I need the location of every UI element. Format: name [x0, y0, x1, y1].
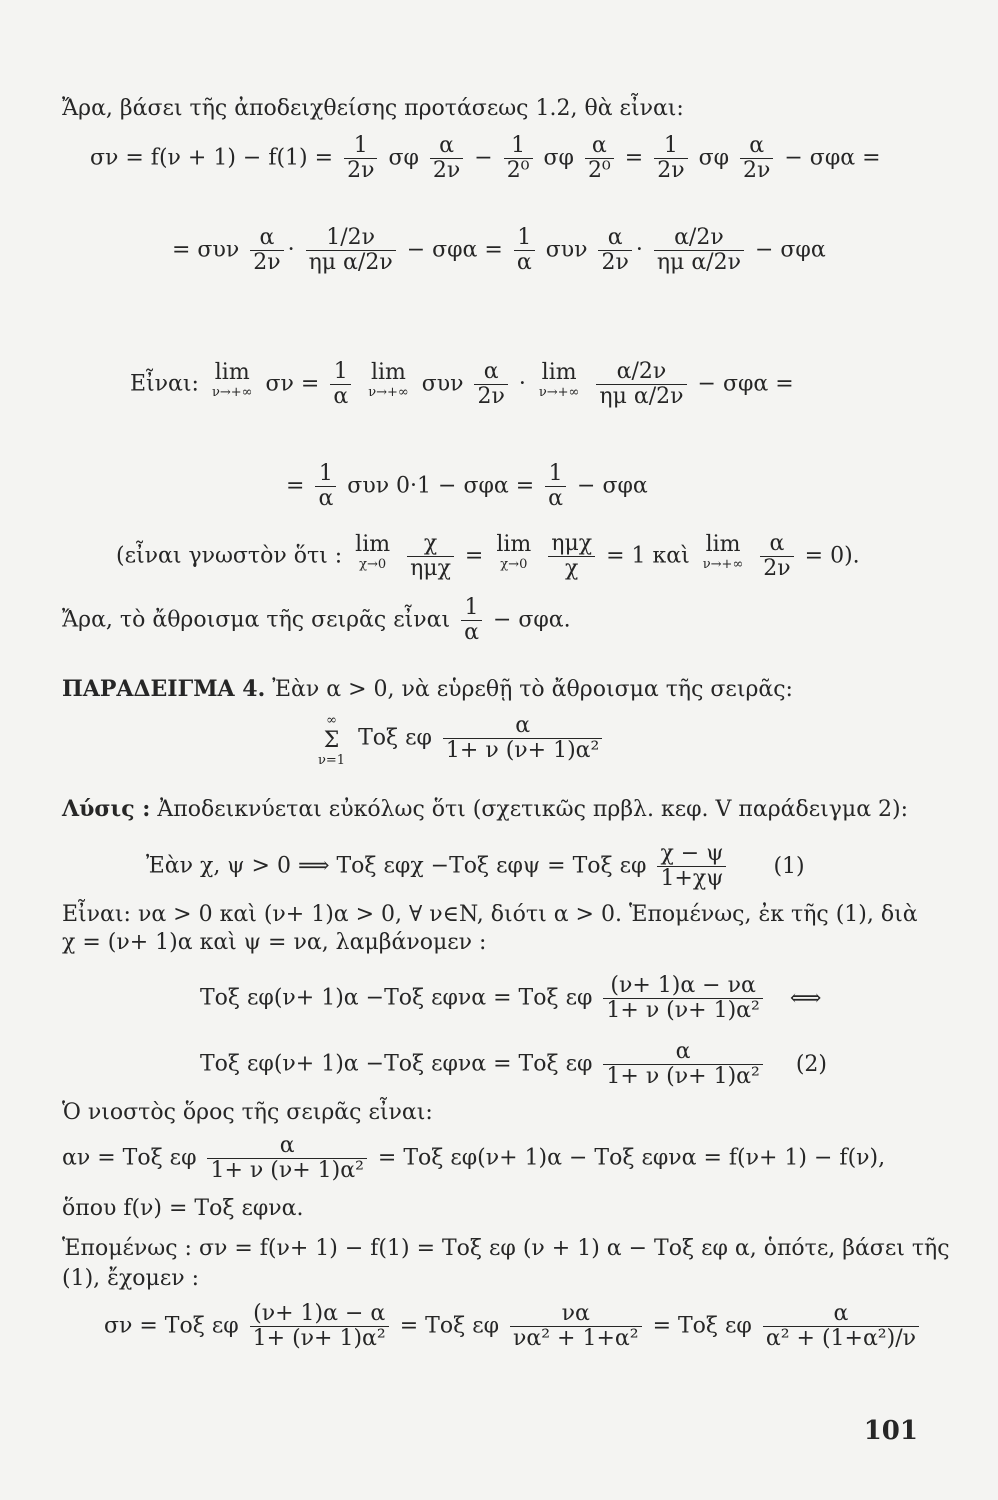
fraction: $\frac{\alpha}{2\nu}$ — [474, 360, 507, 409]
fraction: $\frac{\alpha}{2\nu}$ — [598, 226, 631, 275]
eq-text: · — [518, 371, 526, 397]
sum-result-line — [62, 596, 571, 645]
equation-tag: (1) — [773, 853, 805, 879]
eq-text: − — [474, 145, 493, 171]
eq-text: σφ — [388, 145, 419, 171]
eq-text: σν = Τοξ εφ — [104, 1313, 239, 1339]
fraction: $\frac{1}{2\nu}$ — [654, 134, 687, 183]
limit: lim χ→0 — [355, 532, 391, 572]
page-number: 101 — [863, 1416, 918, 1446]
cos-equation-line: = συν $\frac{\alpha}{2\nu}$ · $\frac{1/2\nu}{\text{ημ α/2ν}}$ − σφα = $\frac{1}{\alpha}$ συν $\frac{\alpha}{2\nu}$ · $\frac{\alpha/2\nu}{\text{ημ α/2ν}}$ − σφα — [172, 225, 826, 275]
fraction: $\frac{\alpha}{\text{1+ ν (ν+ 1)α²}}$ — [603, 1040, 762, 1089]
eq-text: = 1 καὶ — [606, 543, 690, 569]
fraction: $\frac{1}{\alpha}$ — [514, 226, 535, 275]
eq-text: Εἶναι: — [130, 371, 199, 397]
eq-text: Ἄρα, τὸ ἄθροισμα τῆς σειρᾶς εἶναι — [62, 607, 451, 633]
fraction: $\frac{\alpha/2\nu}{\text{ημ α/2ν}}$ — [654, 226, 744, 275]
known-limits-line — [116, 532, 860, 581]
solution-text: Ἀποδεικνύεται εὐκόλως ὅτι (σχετικῶς πρβλ. κεφ. V παράδειγμα 2): — [157, 797, 909, 822]
eq-text: − σφα — [754, 237, 826, 263]
eq-text: = Τοξ εφ — [652, 1313, 752, 1339]
fraction: $\frac{\text{ημχ}}{\chi}$ — [548, 532, 595, 581]
eq-text: (εἶναι γνωστὸν ὅτι : — [116, 543, 343, 569]
eq-text: συν 0·1 − σφα = — [347, 473, 535, 499]
eq-text: αν = Τοξ εφ — [62, 1145, 197, 1171]
summation: ∞ Σ ν=1 — [318, 713, 346, 768]
example-heading — [62, 676, 793, 703]
fraction: $\frac{\alpha}{\text{2⁰}}$ — [585, 134, 614, 183]
fraction: $\frac{\alpha/2\nu}{\text{ημ α/2ν}}$ — [596, 360, 686, 409]
eq-text: συν — [421, 371, 464, 397]
equation-3 — [200, 1040, 827, 1089]
fraction: $\frac{1}{2\nu}$ — [344, 134, 377, 183]
limit: lim ν→+∞ — [702, 532, 744, 572]
eq-text: σν = f(ν + 1) − f(1) = — [90, 145, 334, 171]
intro-line: Ἄρα, βάσει τῆς ἀποδειχθείσης προτάσεως 1.2, θὰ εἶναι: — [62, 96, 684, 121]
fraction: $\frac{\alpha}{\text{α² + (1+α²)/ν}}$ — [763, 1302, 919, 1351]
fraction: $\frac{1}{\alpha}$ — [461, 596, 482, 645]
eq-text: = — [624, 145, 644, 171]
eq-text: − σφα = — [784, 145, 881, 171]
limit: lim ν→+∞ — [368, 360, 409, 400]
equation-tag: (2) — [795, 1051, 827, 1077]
limit: lim ν→+∞ — [211, 360, 253, 400]
fraction: $\frac{\alpha}{\text{1+ ν (ν+ 1)α²}}$ — [443, 714, 602, 763]
eq-text: σφ — [543, 145, 574, 171]
text-line: ὅπου f(ν) = Τοξ εφνα. — [62, 1196, 304, 1221]
example-title: ΠΑΡΑΔΕΙΓΜΑ 4. — [62, 676, 266, 702]
text-line: (1), ἔχομεν : — [62, 1266, 200, 1291]
fraction: $\frac{(\nu+ 1)\alpha - \alpha}{\text{1+ (ν+ 1)α²}}$ — [250, 1302, 389, 1351]
fraction: $\frac{1}{\text{2⁰}}$ — [504, 134, 533, 183]
fraction: $\frac{1}{\alpha}$ — [330, 360, 351, 409]
fraction: $\frac{\nu\alpha}{\text{να² + 1+α²}}$ — [510, 1302, 642, 1351]
eq-text: = 0). — [804, 543, 860, 569]
series-formula — [312, 714, 606, 768]
eq-text: σφ — [698, 145, 729, 171]
eq-text: = συν — [172, 237, 240, 263]
equivalence-arrow: ⟺ — [789, 985, 822, 1011]
fraction: $\frac{1}{\alpha}$ — [315, 462, 336, 511]
fraction: $\frac{\alpha}{2\nu}$ — [430, 134, 463, 183]
sigma-equation-line — [90, 134, 881, 183]
eq-text: = — [286, 473, 305, 499]
text-line: Εἶναι: να > 0 καὶ (ν+ 1)α > 0, ∀ ν∈N, διότι α > 0. Ἑπομένως, ἐκ τῆς (1), διὰ — [62, 902, 918, 927]
fraction: $\frac{\alpha}{\text{1+ ν (ν+ 1)α²}}$ — [207, 1134, 366, 1183]
fraction: $\frac{\alpha}{2\nu}$ — [760, 532, 793, 581]
fraction: $\frac{1}{\alpha}$ — [545, 462, 566, 511]
fraction: $\frac{\chi - \psi}{1+\chi\psi}$ — [657, 842, 726, 891]
solution-line — [62, 796, 908, 823]
equation-2 — [200, 974, 821, 1023]
fraction: $\frac{\chi}{\text{ημχ}}$ — [407, 532, 454, 581]
text-line: Ὁ νιοστὸς ὅρος τῆς σειρᾶς εἶναι: — [62, 1100, 433, 1125]
fraction: $\frac{1/2\nu}{\text{ημ α/2ν}}$ — [306, 226, 396, 275]
limit-result-line — [286, 462, 648, 511]
eq-text: Τοξ εφ(ν+ 1)α −Τοξ εφνα = Τοξ εφ — [200, 1051, 593, 1077]
eq-text: − σφα — [577, 473, 648, 499]
limit-equation-line — [130, 360, 794, 409]
solution-title: Λύσις : — [62, 796, 151, 822]
eq-text: Τοξ εφ(ν+ 1)α −Τοξ εφνα = Τοξ εφ — [200, 985, 593, 1011]
equation-1 — [146, 842, 805, 891]
eq-text: − σφα = — [697, 371, 794, 397]
eq-text: − σφα. — [492, 607, 571, 633]
limit: lim ν→+∞ — [538, 360, 580, 400]
eq-text: − σφα = — [406, 237, 503, 263]
fraction: $\frac{(\nu+ 1)\alpha - \nu\alpha}{\text{1+ ν (ν+ 1)α²}}$ — [603, 974, 762, 1023]
final-sigma-line — [104, 1302, 923, 1351]
eq-text: = Τοξ εφ(ν+ 1)α − Τοξ εφνα = f(ν+ 1) − f(ν), — [377, 1145, 886, 1171]
eq-text: Τοξ εφ — [358, 725, 432, 751]
fraction: $\frac{\alpha}{2\nu}$ — [250, 226, 283, 275]
fraction: $\frac{\alpha}{2\nu}$ — [740, 134, 773, 183]
text-line: χ = (ν+ 1)α καὶ ψ = να, λαμβάνομεν : — [62, 930, 487, 955]
example-text: Ἐὰν α > 0, νὰ εὑρεθῇ τὸ ἄθροισμα τῆς σειρᾶς: — [272, 677, 793, 702]
eq-text: συν — [545, 237, 588, 263]
eq-text: = Τοξ εφ — [399, 1313, 499, 1339]
nth-term-line — [62, 1134, 885, 1183]
limit: lim χ→0 — [496, 532, 532, 572]
text-line: Ἑπομένως : σν = f(ν+ 1) − f(1) = Τοξ εφ (ν + 1) α − Τοξ εφ α, ὁπότε, βάσει τῆς — [62, 1236, 950, 1261]
eq-text: = — [464, 543, 484, 569]
eq-text: Ἐὰν χ, ψ > 0 ⟹ Τοξ εφχ −Τοξ εφψ = Τοξ εφ — [146, 853, 647, 879]
eq-text: σν = — [265, 371, 320, 397]
